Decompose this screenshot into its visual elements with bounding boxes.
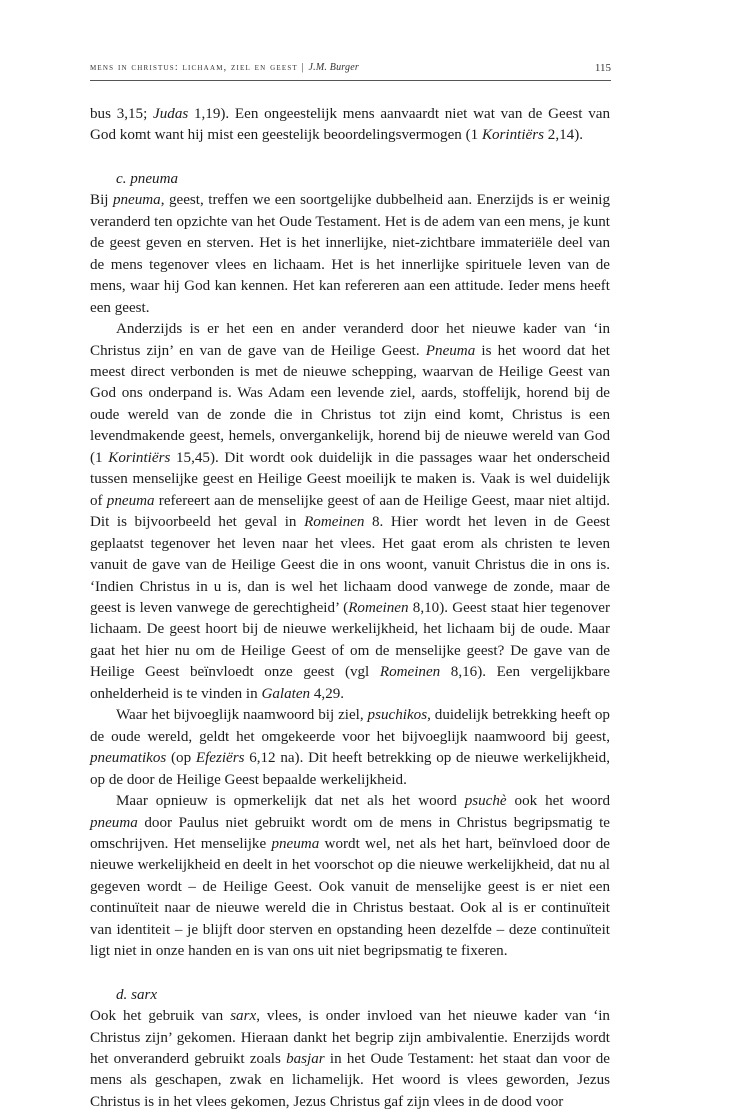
text-run: 4,29. (310, 685, 345, 702)
text-run-italic: Romeinen (304, 514, 365, 531)
text-run: bus 3,15; (90, 106, 154, 122)
text-run: 8,10). Geest staat hier tegenover lichaam. De geest hoort bij de nieuwe werkelijkheid, het lichaam bij de oude. Maar gaat het hier nu om de Heilige Geest of om de menselijke geest? De gave van de Heilige Geest beïnvloedt onze geest (vgl (90, 599, 610, 681)
section-heading-sarx: d. sarx (116, 986, 158, 1003)
text-run: is het woord dat het meest direct verbonden is met de nieuwe schepping, waarvan de Heilige Geest van God ons onderpand is. Was Adam een levende ziel, aards, stoffelijk, horend bij de oude wereld van de zonde die in Christus tot zijn eind komt, Christus is een levendmakende geest, hemels, onvergankelijk, horend bij de nieuwe wereld van God (1 (90, 342, 610, 466)
text-run: 8,16). Een vergelijkbare onhelderheid is te vinden in (90, 664, 610, 702)
paragraph (90, 705, 610, 791)
paragraph-continuation (90, 104, 610, 147)
section-gap (90, 963, 610, 985)
text-run: 2,14). (544, 127, 584, 144)
text-run-italic: pneuma (90, 814, 138, 831)
text-run: , duidelijk betrekking heeft op de oude wereld, geldt het omgekeerde voor het bijvoeglijk naamwoord bij geest, (90, 707, 610, 745)
text-run-italic: psuchikos (367, 707, 428, 724)
text-run-italic: Efeziërs (195, 750, 245, 767)
text-run: Anderzijds is er het een en ander veranderd door het nieuwe kader van ‘in Christus zijn’ en van de gave van de Heilige Geest. (90, 321, 610, 359)
running-title (90, 62, 359, 73)
text-run: ook het woord (506, 793, 610, 810)
text-run: door Paulus niet gebruikt wordt om de mens in Christus begripsmatig te omschrijven. Het menselijke (90, 814, 610, 852)
text-run-italic: Romeinen (379, 664, 441, 681)
text-run-italic: pneumatikos (90, 750, 167, 767)
text-run: Waar het bijvoeglijk naamwoord bij ziel, (116, 707, 368, 724)
text-run: 1,19). Een ongeestelijk mens aanvaardt niet wat van de Geest van God komt want hij mist een geestelijk beoordelingsvermogen (1 (90, 106, 610, 144)
text-run: , vlees, is onder invloed van het nieuwe kader van ‘in Christus zijn’ gekomen. Hieraan dankt het begrip zijn ambivalentie. Enerzijds wordt het onveranderd gebruikt zoals (90, 1008, 610, 1068)
text-run: 15,45). Dit wordt ook duidelijk in die passages waar het onderscheid tussen menselijke geest en Heilige Geest moeilijk te maken is. Vaak is wel duidelijk of (90, 449, 610, 509)
text-run: Ook het gebruik van (90, 1008, 231, 1025)
text-run: Maar opnieuw is opmerkelijk dat net als het woord (116, 793, 465, 810)
author-name: J.M. Burger (308, 62, 359, 73)
text-run-italic: Romeinen (348, 599, 409, 616)
section-heading-pneuma: c. pneuma (116, 170, 179, 187)
text-run: Bij (90, 192, 113, 209)
paragraph (90, 791, 610, 963)
running-header (90, 58, 611, 81)
text-run-italic: pneuma (271, 835, 320, 852)
page-number: 115 (594, 62, 611, 74)
text-run-italic: sarx (230, 1008, 257, 1025)
text-run: wordt wel, net als het hart, beïnvloed door de nieuwe werkelijkheid en deelt in het voorschot op die nieuwe werkelijkheid, dat nu al gegeven wordt – de Heilige Geest. Ook vanuit de menselijke geest is er niet een continuïteit naar de nieuwe wereld die in Christus bestaat. Ook al is er continuïteit van identiteit – je blijft door sterven en opstanding heen dezelfde – deze continuïteit ligt niet in onze handen en is van ons uit niet begripsmatig te fixeren. (90, 835, 610, 960)
text-run: 6,12 na). Dit heeft betrekking op de nieuwe werkelijkheid, op de door de Heilige Geest bepaalde werkelijkheid. (90, 750, 611, 788)
text-run: (op (166, 750, 196, 767)
text-run-italic: pneuma (106, 492, 155, 509)
text-run-italic: Galaten (261, 685, 311, 702)
text-run-italic: Judas (153, 106, 189, 122)
text-run: 8. Hier wordt het leven in de Geest geplaatst tegenover het leven naar het vlees. Het gaat erom als christen te leven vanuit de gave van de Heilige Geest die in ons woont, vanuit Christus die in ons is. ‘Indien Christus in u is, dan is wel het lichaam dood vanwege de zonde, maar de geest is leven vanwege de gerechtigheid’ ( (90, 514, 610, 616)
text-run: , geest, treffen we een soortgelijke dubbelheid aan. Enerzijds is er weinig veranderd ten opzichte van het Oude Testament. Het is de adem van een mens, je kunt de geest geven en sterven. Het is het innerlijke, niet-zichtbare immateriële deel van de mens tegenover vlees en lichaam. Het is het innerlijke spirituele leven van de mens, waar hij God kan kennen. Het kan refereren aan een attitude. Ieder mens heeft een geest. (90, 192, 610, 316)
text-run-italic: Korintiërs (481, 127, 545, 144)
paragraph (90, 190, 610, 319)
text-run-italic: Pneuma (425, 342, 476, 359)
paragraph (90, 319, 610, 705)
running-title-text: mens in christus: lichaam, ziel en geest | (90, 62, 305, 73)
text-run-italic: basjar (286, 1051, 325, 1068)
text-run-italic: psuchè (464, 793, 507, 810)
section-gap (90, 147, 610, 169)
body-text (90, 104, 610, 1113)
text-run: refereert aan de menselijke geest of aan de Heilige Geest, maar niet altijd. Dit is bijvoorbeeld het geval in (90, 492, 610, 531)
text-run: in het Oude Testament: het staat dan voor de mens als geschapen, zwak en lichamelijk. Het woord is vlees geworden, Jezus Christus is in het vlees gekomen, Jezus Christus gaf zijn vlees in de dood voor (90, 1051, 611, 1110)
text-run-italic: pneuma (112, 192, 161, 209)
text-run-italic: Korintiërs (108, 449, 171, 466)
paragraph (90, 1006, 610, 1113)
